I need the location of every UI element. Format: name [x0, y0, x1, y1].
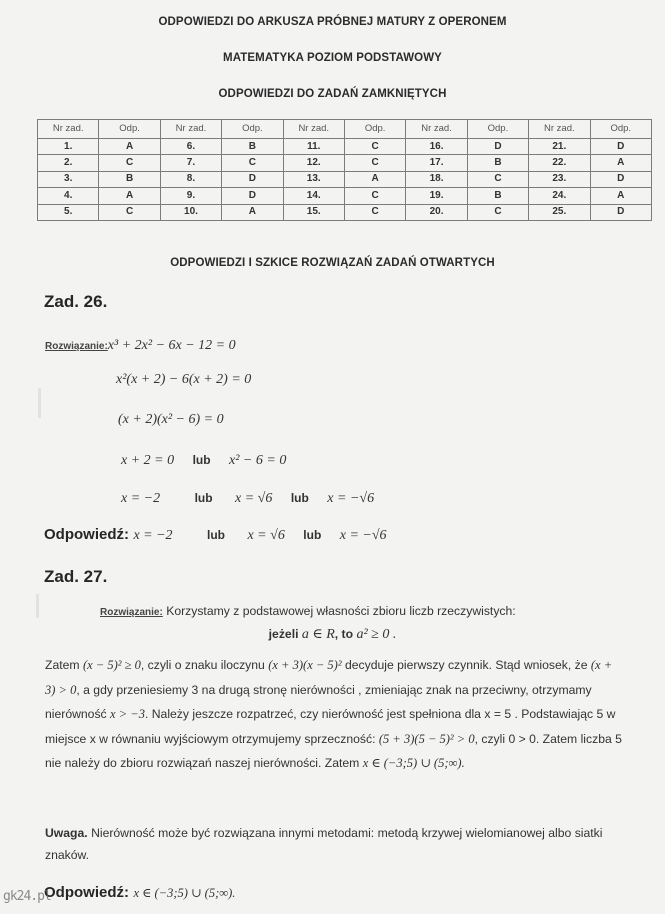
answer-cell: B	[467, 188, 528, 204]
task-number-cell: 19.	[406, 188, 467, 204]
answer-label: Odpowiedź:	[44, 526, 129, 543]
task-number-cell: 11.	[283, 139, 344, 155]
text: . Należy jeszcze rozpatrzeć, czy nierówność jest spełniona dla x = 5 . Podstawiając 5 w miejsce x w równaniu wyjściowym otrzymujemy sprzeczność:	[45, 707, 616, 746]
equation: x = −√6	[327, 491, 375, 506]
task-27-intro	[100, 604, 516, 618]
answer-cell: C	[344, 139, 405, 155]
lub-word: lub	[303, 528, 322, 542]
answer-value: x = −2	[133, 528, 173, 543]
task-number-cell: 6.	[160, 139, 221, 155]
answer-value: x ∈ (−3;5) ∪ (5;∞).	[133, 886, 236, 900]
math-expression: (5 + 3)(5 − 5)² > 0	[378, 731, 475, 746]
answer-value: x = −√6	[339, 528, 387, 543]
col-header-nr: Nr zad.	[38, 120, 99, 139]
answer-cell: D	[222, 171, 283, 187]
answer-cell: B	[99, 171, 160, 187]
watermark: gk24.pl	[3, 889, 51, 904]
col-header-odp: Odp.	[467, 120, 528, 139]
task-number-cell: 7.	[160, 155, 221, 171]
task-number-cell: 4.	[38, 188, 99, 204]
task-number-cell: 3.	[38, 171, 99, 187]
task-number-cell: 21.	[529, 139, 590, 155]
col-header-odp: Odp.	[344, 120, 405, 139]
lub-word: lub	[207, 528, 226, 542]
task-27-explanation	[45, 653, 625, 776]
task-number-cell: 16.	[406, 139, 467, 155]
answer-cell: A	[99, 188, 160, 204]
math-expression: (x − 5)² ≥ 0	[82, 658, 141, 672]
task-number-cell: 5.	[38, 204, 99, 220]
math-expression: x ∈ (−3;5) ∪ (5;∞).	[362, 756, 465, 770]
lub-word: lub	[290, 491, 309, 505]
answer-cell: C	[344, 188, 405, 204]
equation: x = √6	[235, 491, 273, 506]
subject-title: MATEMATYKA POZIOM PODSTAWOWY	[223, 52, 442, 64]
equation: x² − 6 = 0	[229, 453, 287, 468]
solution-label: Rozwiązanie:	[45, 341, 108, 352]
equation: x²(x + 2) − 6(x + 2) = 0	[116, 372, 252, 387]
property-result: a² ≥ 0 .	[356, 627, 397, 642]
equation: x³ + 2x² − 6x − 12 = 0	[107, 338, 236, 353]
task-27-answer	[44, 884, 235, 902]
task-26-solution-line-1	[45, 336, 236, 354]
closed-section-title: ODPOWIEDZI DO ZADAŃ ZAMKNIĘTYCH	[218, 88, 447, 100]
table-row	[38, 139, 652, 155]
scan-artifact	[38, 388, 41, 418]
property-condition: a ∈ R	[301, 627, 335, 642]
col-header-odp: Odp.	[222, 120, 283, 139]
text: decyduje pierwszy czynnik. Stąd wniosek, że	[344, 658, 588, 672]
document-title: ODPOWIEDZI DO ARKUSZA PRÓBNEJ MATURY Z OPERONEM	[158, 16, 507, 28]
answer-cell: D	[222, 188, 283, 204]
lub-word: lub	[192, 453, 211, 467]
equation: (x + 2)(x² − 6) = 0	[118, 412, 224, 427]
answer-cell: C	[99, 155, 160, 171]
task-number-cell: 13.	[283, 171, 344, 187]
col-header-nr: Nr zad.	[406, 120, 467, 139]
answer-cell: A	[222, 204, 283, 220]
task-27-property	[0, 626, 665, 643]
note-text: Nierówność może być rozwiązana innymi metodami: metodą krzywej wielomianowej albo siatki znaków.	[45, 826, 603, 862]
closed-answers-table	[37, 119, 652, 221]
text: , a gdy przeniesiemy 3 na drugą stronę nierówności , zmieniając znak na przeciwny, otrzymamy nierówność	[45, 682, 592, 721]
answer-cell: A	[99, 139, 160, 155]
task-number-cell: 15.	[283, 204, 344, 220]
task-number-cell: 25.	[529, 204, 590, 220]
lub-word: lub	[194, 491, 213, 505]
math-expression: x > −3	[110, 707, 145, 721]
property-then: , to	[334, 627, 354, 641]
task-number-cell: 22.	[529, 155, 590, 171]
task-number-cell: 20.	[406, 204, 467, 220]
col-header-odp: Odp.	[590, 120, 651, 139]
text: , czyli o znaku iloczynu	[140, 658, 265, 672]
task-27-note	[45, 822, 625, 866]
scan-artifact	[36, 594, 39, 618]
solution-label: Rozwiązanie:	[100, 607, 163, 618]
answer-cell: A	[344, 171, 405, 187]
answers-body	[38, 139, 652, 221]
task-number-cell: 2.	[38, 155, 99, 171]
equation: x = −2	[121, 491, 161, 506]
task-number-cell: 18.	[406, 171, 467, 187]
table-header-row	[38, 120, 652, 139]
task-26-title: Zad. 26.	[44, 292, 108, 311]
task-number-cell: 14.	[283, 188, 344, 204]
col-header-nr: Nr zad.	[160, 120, 221, 139]
answer-cell: D	[590, 171, 651, 187]
task-number-cell: 8.	[160, 171, 221, 187]
table-row	[38, 204, 652, 220]
equation: x + 2 = 0	[121, 453, 175, 468]
answer-cell: D	[590, 204, 651, 220]
answer-cell: C	[467, 171, 528, 187]
table-row	[38, 171, 652, 187]
task-number-cell: 17.	[406, 155, 467, 171]
text: Zatem	[45, 658, 80, 672]
task-number-cell: 24.	[529, 188, 590, 204]
task-27-title: Zad. 27.	[44, 567, 108, 586]
property-if: jeżeli	[268, 627, 299, 641]
answer-cell: C	[467, 204, 528, 220]
answer-cell: C	[344, 155, 405, 171]
col-header-odp: Odp.	[99, 120, 160, 139]
answer-cell: A	[590, 155, 651, 171]
col-header-nr: Nr zad.	[283, 120, 344, 139]
text: , czyli 0 > 0. Zatem liczba 5 nie należy do zbioru rozwiązań naszej nierówności. Zatem	[45, 731, 622, 770]
task-number-cell: 12.	[283, 155, 344, 171]
answer-value: x = √6	[247, 528, 285, 543]
answer-cell: C	[344, 204, 405, 220]
col-header-nr: Nr zad.	[529, 120, 590, 139]
table-row	[38, 188, 652, 204]
table-row	[38, 155, 652, 171]
answer-label: Odpowiedź:	[44, 884, 129, 901]
task-number-cell: 23.	[529, 171, 590, 187]
answer-cell: C	[99, 204, 160, 220]
intro-text: Korzystamy z podstawowej własności zbioru liczb rzeczywistych:	[166, 604, 516, 618]
answer-cell: D	[467, 139, 528, 155]
answer-cell: B	[467, 155, 528, 171]
answer-cell: D	[590, 139, 651, 155]
math-expression: (x + 3) > 0	[45, 658, 613, 697]
task-number-cell: 10.	[160, 204, 221, 220]
task-26-cases-line	[121, 451, 286, 469]
answer-cell: C	[222, 155, 283, 171]
math-expression: (x + 3)(x − 5)²	[268, 658, 342, 672]
task-number-cell: 1.	[38, 139, 99, 155]
answer-cell: B	[222, 139, 283, 155]
task-number-cell: 9.	[160, 188, 221, 204]
answer-cell: A	[590, 188, 651, 204]
note-label: Uwaga.	[45, 826, 88, 840]
open-section-title: ODPOWIEDZI I SZKICE ROZWIĄZAŃ ZADAŃ OTWARTYCH	[170, 257, 495, 269]
task-26-roots-line	[121, 489, 374, 507]
task-26-answer	[44, 526, 387, 544]
